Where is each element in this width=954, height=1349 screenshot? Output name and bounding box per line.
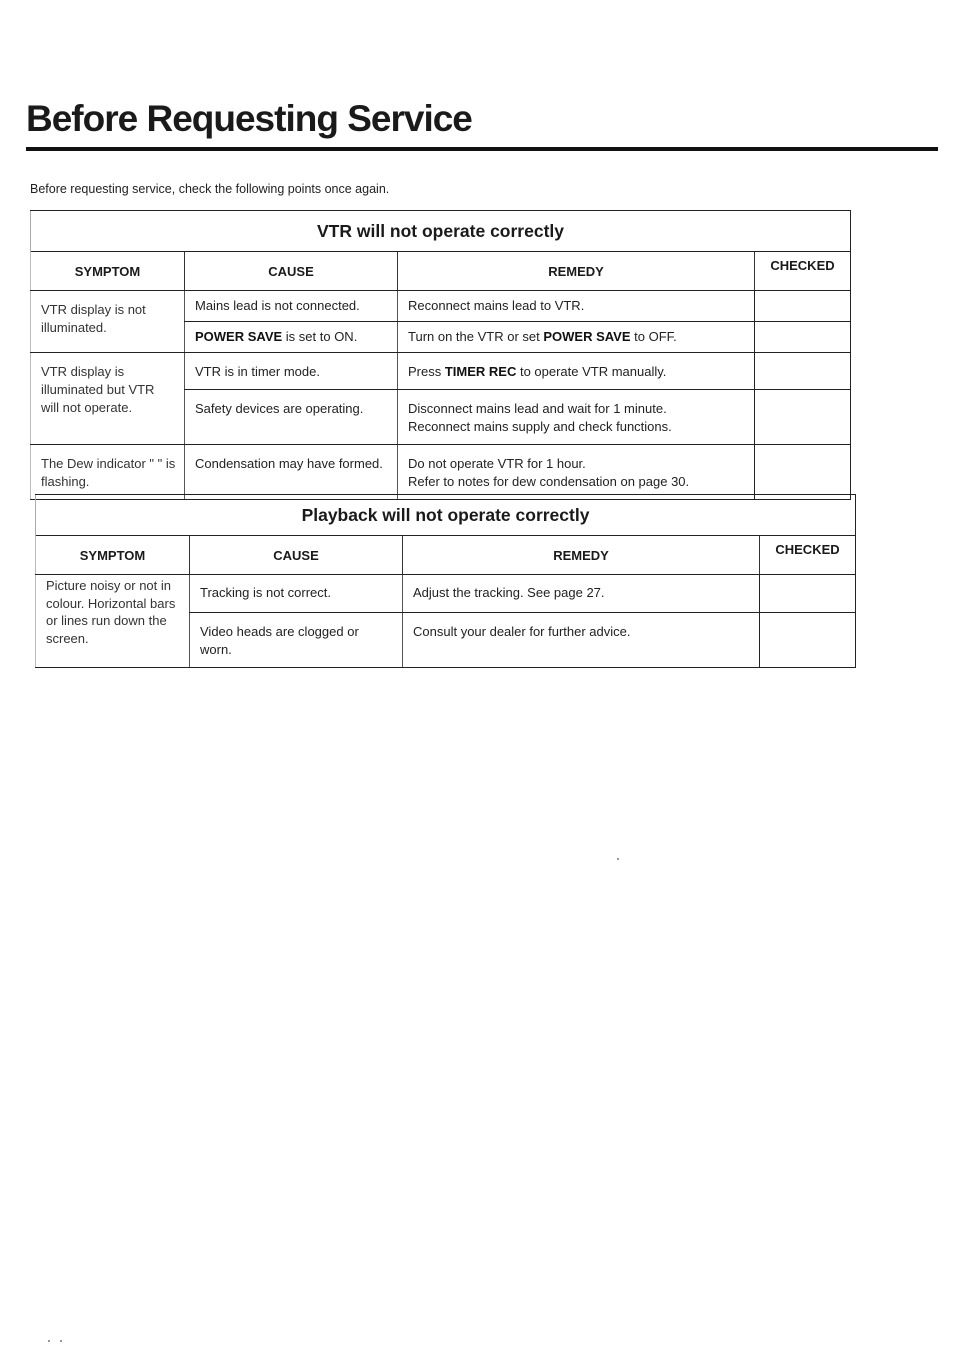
checked-box[interactable] [760,575,856,613]
cause-cell: Mains lead is not connected. [185,291,398,322]
col-cause: CAUSE [190,536,403,575]
remedy-cell [398,390,755,445]
cause-cell: VTR is in timer mode. [185,353,398,390]
col-checked: CHECKED [755,252,851,291]
remedy-line: Disconnect mains lead and wait for 1 minute. [408,401,667,416]
scan-speck [48,1340,50,1342]
scan-speck [60,1340,62,1342]
remedy-text: Press [408,364,445,379]
symptom-cell: The Dew indicator " " is flashing. [31,445,185,500]
remedy-text: to OFF. [630,329,677,344]
cause-cell: Condensation may have formed. [185,445,398,500]
cause-cell: Video heads are clogged or worn. [190,613,403,668]
cause-cell: Safety devices are operating. [185,390,398,445]
checked-box[interactable] [755,390,851,445]
remedy-cell: Consult your dealer for further advice. [403,613,760,668]
remedy-line: Do not operate VTR for 1 hour. [408,456,586,471]
remedy-cell: Reconnect mains lead to VTR. [398,291,755,322]
cause-cell [185,322,398,353]
remedy-text: Turn on the VTR or set [408,329,544,344]
col-cause: CAUSE [185,252,398,291]
remedy-keyword: POWER SAVE [543,329,631,344]
page-title: Before Requesting Service [26,98,472,139]
checked-box[interactable] [760,613,856,668]
table-row [31,353,851,390]
section-heading: VTR will not operate correctly [31,211,851,252]
checked-box[interactable] [755,353,851,390]
col-checked: CHECKED [760,536,856,575]
table-row [31,445,851,500]
symptom-cell: VTR display is not illuminated. [31,291,185,353]
col-remedy: REMEDY [398,252,755,291]
cause-cell: Tracking is not correct. [190,575,403,613]
table-row [31,291,851,322]
playback-troubleshoot-table [35,494,856,668]
checked-box[interactable] [755,291,851,322]
remedy-keyword: TIMER REC [444,364,517,379]
remedy-cell: Adjust the tracking. See page 27. [403,575,760,613]
section-heading: Playback will not operate correctly [36,495,856,536]
remedy-line: Reconnect mains supply and check functions. [408,419,672,434]
remedy-text: to operate VTR manually. [516,364,667,379]
checked-box[interactable] [755,445,851,500]
vtr-troubleshoot-table [30,210,851,500]
checked-box[interactable] [755,322,851,353]
col-symptom: SYMPTOM [36,536,190,575]
cause-text: is set to ON. [282,329,358,344]
col-symptom: SYMPTOM [31,252,185,291]
cause-keyword: POWER SAVE [195,329,283,344]
remedy-cell [398,322,755,353]
remedy-cell [398,353,755,390]
symptom-cell: VTR display is illuminated but VTR will not operate. [31,353,185,445]
symptom-cell: Picture noisy or not in colour. Horizontal bars or lines run down the screen. [36,575,190,668]
intro-text: Before requesting service, check the following points once again. [30,182,390,196]
remedy-line: Refer to notes for dew condensation on page 30. [408,474,690,489]
scan-speck [617,858,619,860]
remedy-cell [398,445,755,500]
table-row [36,575,856,613]
col-remedy: REMEDY [403,536,760,575]
title-rule [26,147,938,151]
